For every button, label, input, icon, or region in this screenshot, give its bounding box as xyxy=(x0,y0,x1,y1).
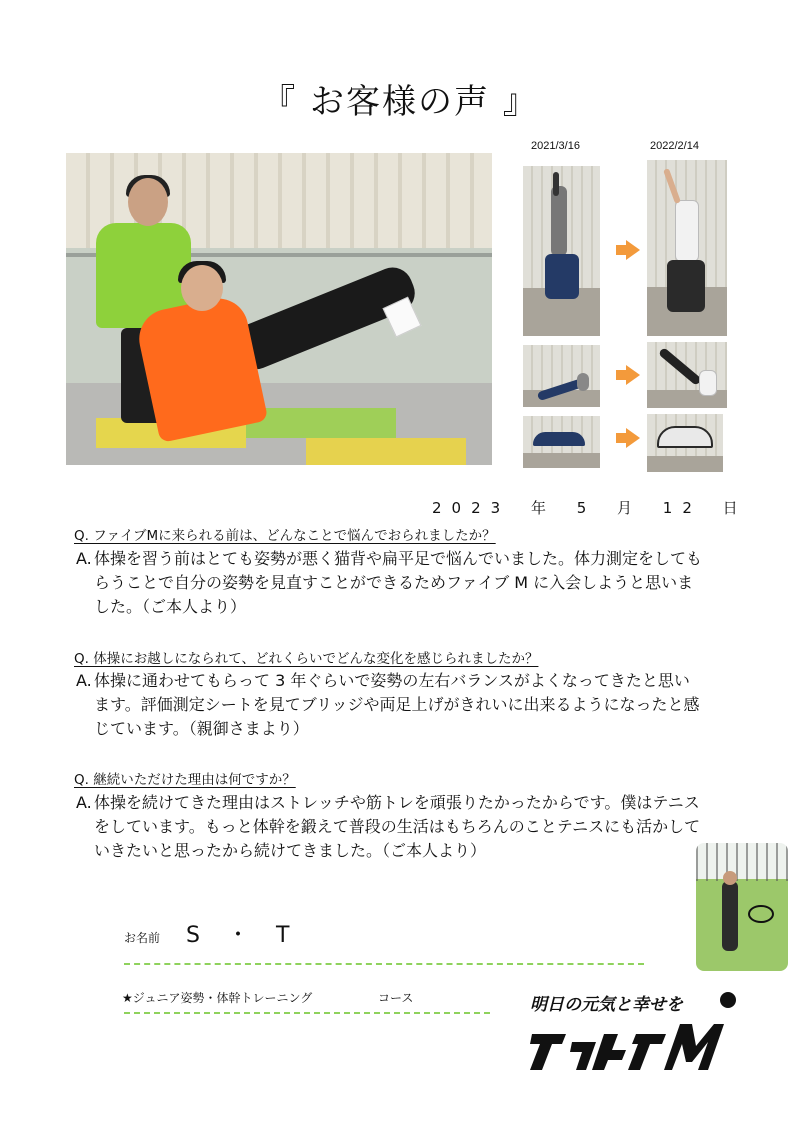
answer-2 xyxy=(76,669,702,741)
before-date: 2021/3/16 xyxy=(531,140,580,152)
floor-mat-green xyxy=(246,408,396,438)
question-1: Q. ファイブMに来られる前は、どんなことで悩んでおられましたか？ xyxy=(74,528,496,544)
before-bridge-photo xyxy=(523,416,600,468)
tennis-racket-icon xyxy=(748,905,774,923)
after-bridge-photo xyxy=(647,414,723,472)
student-head xyxy=(181,265,223,311)
dashed-divider xyxy=(124,1012,490,1014)
after-leg-raise-photo xyxy=(647,342,727,408)
after-squat-photo xyxy=(647,160,727,336)
answer-mark: A. xyxy=(76,549,92,568)
arrow-right-icon xyxy=(626,428,640,448)
after-date: 2022/2/14 xyxy=(650,140,699,152)
answer-1 xyxy=(76,547,702,619)
answer-mark: A. xyxy=(76,793,92,812)
answer-mark: A. xyxy=(76,671,92,690)
answer-text: 体操を続けてきた理由はストレッチや筋トレを頑張りたかったからです。僕はテニスをしています。もっと体幹を鍛えて普段の生活はもちろんのことテニスにも活かしていきたいと思ったから続けてきました。（ご本人より） xyxy=(94,793,701,860)
question-2: Q. 体操にお越しになられて、どれくらいでどんな変化を感じられましたか？ xyxy=(74,651,539,667)
customer-name: S ・ T xyxy=(186,923,300,948)
answer-3 xyxy=(76,791,702,863)
name-label: お名前 xyxy=(124,931,161,945)
before-leg-raise-photo xyxy=(523,345,600,407)
arrow-right-icon xyxy=(626,365,640,385)
arrow-right-icon xyxy=(626,240,640,260)
document-date: 2023 年 5 月 12 日 xyxy=(432,499,748,517)
question-3: Q. 継続いただけた理由は何ですか？ xyxy=(74,772,296,788)
tennis-photo xyxy=(696,843,788,971)
page-title: 『 お客様の声 』 xyxy=(261,82,539,122)
brand-slogan: 明日の元気と幸せを xyxy=(530,995,683,1015)
floor-mat-yellow-2 xyxy=(306,438,466,465)
answer-text: 体操を習う前はとても姿勢が悪く猫背や扁平足で悩んでいました。体力測定をしてもらうことで自分の姿勢を見直すことができるためファイブ M に入会しようと思いました。（ご本人より） xyxy=(94,549,703,616)
main-training-photo xyxy=(66,153,492,465)
brand-logo xyxy=(526,1016,726,1076)
dashed-divider xyxy=(124,963,644,965)
logo-dot-icon xyxy=(720,992,736,1008)
answer-text: 体操に通わせてもらって 3 年ぐらいで姿勢の左右バランスがよくなってきたと思います。評価測定シートを見てブリッジや両足上げがきれいに出来るようになったと感じています。（親御さまより） xyxy=(94,671,700,738)
course-suffix: コース xyxy=(378,991,414,1005)
coach-head xyxy=(128,178,168,226)
before-squat-photo xyxy=(523,166,600,336)
course-label: ★ジュニア姿勢・体幹トレーニング xyxy=(122,991,313,1005)
